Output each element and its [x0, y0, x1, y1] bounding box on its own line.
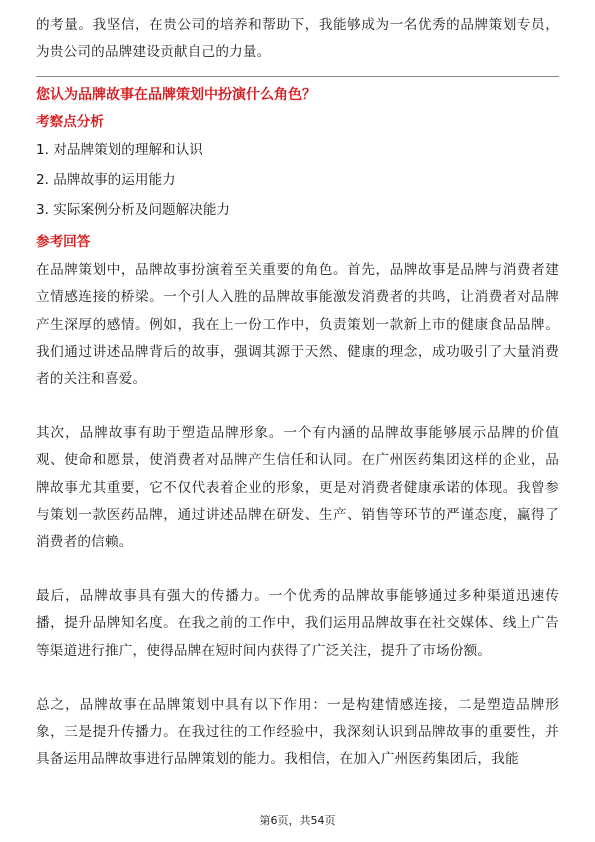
answer-paragraph: 在品牌策划中，品牌故事扮演着至关重要的角色。首先，品牌故事是品牌与消费者建立情感连接的桥梁。一个引人入胜的品牌故事能激发消费者的共鸣，让消费者对品牌产生深厚的感情。例如，我在上一份工作中，负责策划一款新上市的健康食品品牌。我们通过讲述品牌背后的故事，强调其源于天然、健康的理念，成功吸引了大量消费者的关注和喜爱。 — [36, 262, 559, 387]
analysis-heading: 考察点分析 — [36, 114, 104, 131]
question-title: 您认为品牌故事在品牌策划中扮演什么角色？ — [36, 87, 316, 104]
paragraph-gap — [36, 665, 559, 692]
answer-paragraph: 总之，品牌故事在品牌策划中具有以下作用：一是构建情感连接，二是塑造品牌形象，三是提升传播力。在我过往的工作经验中，我深刻认识到品牌故事的重要性，并具备运用品牌故事进行品牌策划的能力。我相信，在加入广州医药集团后，我能 — [36, 696, 559, 768]
analysis-list — [36, 136, 559, 225]
answer-paragraph: 其次，品牌故事有助于塑造品牌形象。一个有内涵的品牌故事能够展示品牌的价值观、使命和愿景，使消费者对品牌产生信任和认同。在广州医药集团这样的企业，品牌故事尤其重要，它不仅代表着企业的形象，更是对消费者健康承诺的体现。我曾参与策划一款医药品牌，通过讲述品牌在研发、生产、销售等环节的严谨态度，赢得了消费者的信赖。 — [36, 425, 559, 551]
page-number: 第6页，共54页 — [259, 814, 336, 827]
paragraph-gap — [36, 556, 559, 583]
section-divider — [36, 76, 559, 77]
paragraph-gap — [36, 393, 559, 420]
analysis-item: 3. 实际案例分析及问题解决能力 — [36, 201, 231, 218]
document-body — [36, 12, 559, 773]
answer-heading: 参考回答 — [36, 234, 91, 251]
answer-paragraph: 最后，品牌故事具有强大的传播力。一个优秀的品牌故事能够通过多种渠道迅速传播，提升品牌知名度。在我之前的工作中，我们运用品牌故事在社交媒体、线上广告等渠道进行推广，使得品牌在短时间内获得了广泛关注，提升了市场份额。 — [36, 588, 559, 659]
analysis-item: 1. 对品牌策划的理解和认识 — [36, 142, 203, 159]
intro-paragraph: 的考量。我坚信，在贵公司的培养和帮助下，我能够成为一名优秀的品牌策划专员，为贵公司的品牌建设贡献自己的力量。 — [36, 17, 559, 61]
analysis-item: 2. 品牌故事的运用能力 — [36, 172, 176, 188]
